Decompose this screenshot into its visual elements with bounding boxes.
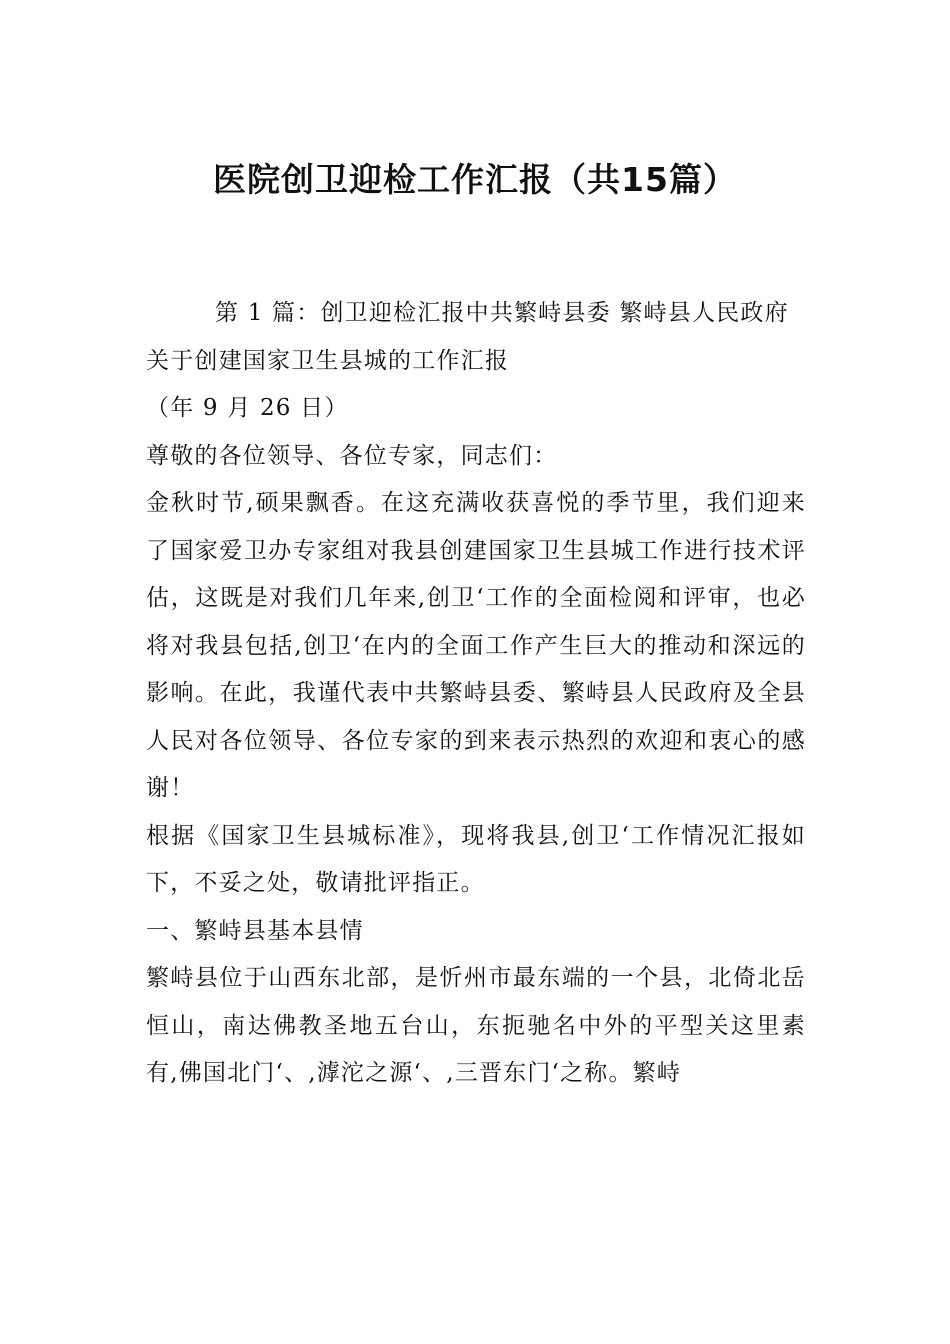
paragraph-salutation: 尊敬的各位领导、各位专家，同志们： bbox=[146, 442, 558, 469]
paragraph-article-heading: 第 1 篇：创卫迎检汇报中共繁峙县委 繁峙县人民政府 bbox=[215, 300, 789, 326]
document-body bbox=[146, 290, 806, 1098]
paragraph-county-overview: 繁峙县位于山西东北部，是忻州市最东端的一个县，北倚北岳恒山，南达佛教圣地五台山，东扼驰名中外的平型关这里素有,佛国北门‘、,滹沱之源‘、,三晋东门‘之称。繁峙 bbox=[146, 965, 806, 1086]
paragraph-welcome: 金秋时节,硕果飘香。在这充满收获喜悦的季节里，我们迎来了国家爱卫办专家组对我县创建国家卫生县城工作进行技术评估，这既是对我们几年来,创卫‘工作的全面检阅和评审，也必将对我县包括,创卫‘在内的全面工作产生巨大的推动和深远的影响。在此，我谨代表中共繁峙县委、繁峙县人民政府及全县人民对各位领导、各位专家的到来表示热烈的欢迎和衷心的感谢！ bbox=[146, 490, 806, 801]
section-heading-county-overview: 一、繁峙县基本县情 bbox=[146, 917, 364, 944]
paragraph-report-title: 关于创建国家卫生县城的工作汇报 bbox=[146, 347, 509, 374]
paragraph-intro: 根据《国家卫生县城标准》，现将我县,创卫‘工作情况汇报如下，不妥之处，敬请批评指正。 bbox=[146, 822, 806, 896]
paragraph-date: （年 9 月 26 日） bbox=[146, 395, 349, 421]
document-title: 医院创卫迎检工作汇报（共15篇） bbox=[213, 160, 737, 199]
